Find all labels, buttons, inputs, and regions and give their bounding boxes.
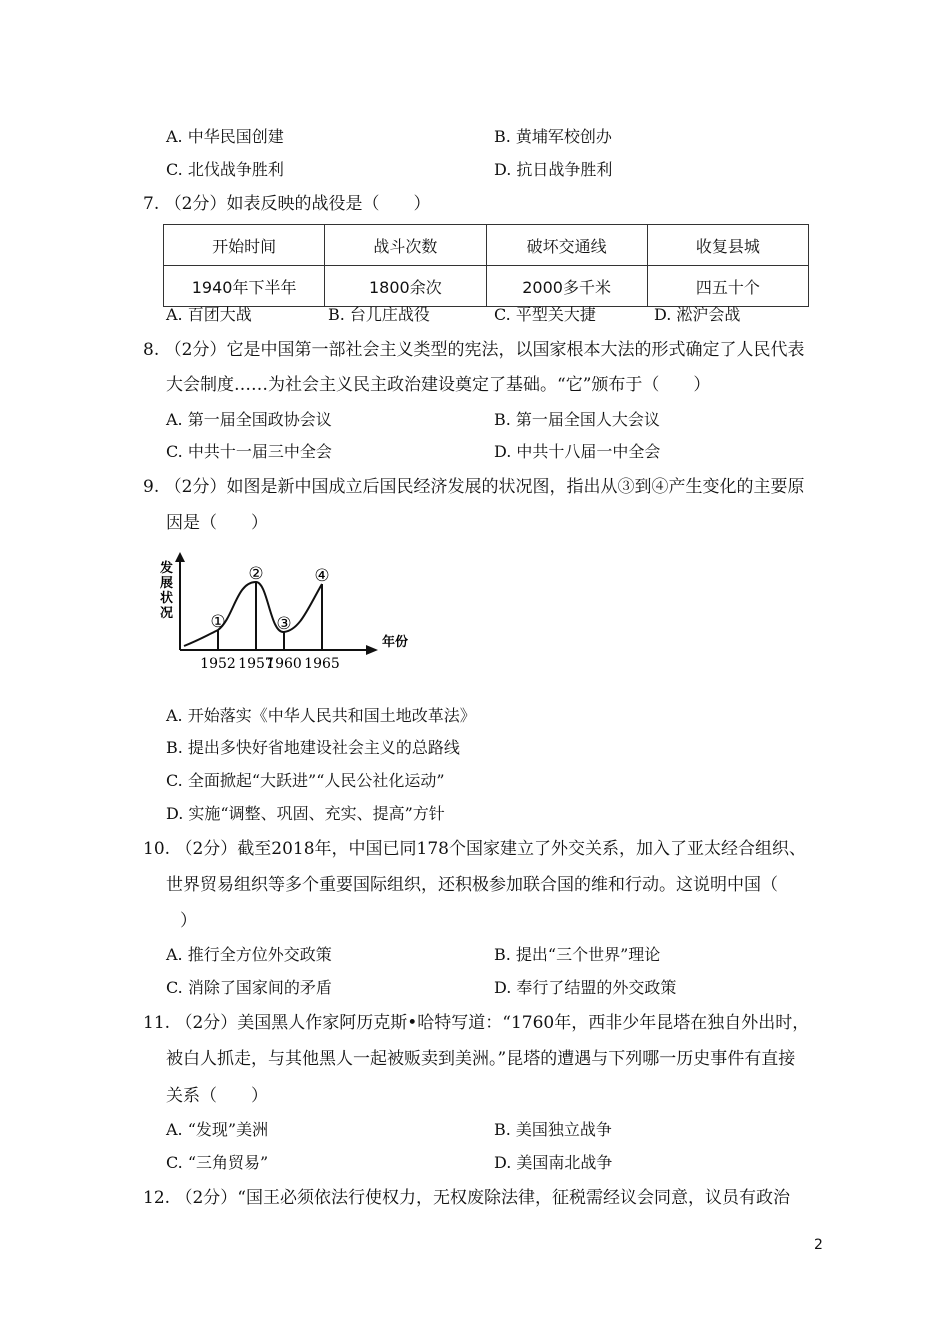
- q7-option-b[interactable]: B. 台儿庄战役: [328, 305, 430, 324]
- q11-stem-line-2: 被白人抓走，与其他黑人一起被贩卖到美洲。”昆塔的遭遇与下列哪一历史事件有直接: [166, 1049, 796, 1069]
- table-row: [164, 266, 809, 307]
- x-tick-label: 1965: [304, 656, 340, 672]
- q11-option-d[interactable]: D. 美国南北战争: [494, 1153, 613, 1172]
- q10-stem-line-1: 10. （2分）截至2018年，中国已同178个国家建立了外交关系，加入了亚太经合组织、: [143, 839, 806, 859]
- economy-development-chart: [160, 550, 420, 675]
- q8-option-c[interactable]: C. 中共十一届三中全会: [166, 442, 332, 461]
- x-tick-label: 1952: [200, 656, 236, 672]
- q11-stem-line-3: 关系（ ）: [166, 1086, 268, 1106]
- q11-option-a[interactable]: A. “发现”美洲: [166, 1120, 269, 1139]
- q10-option-c[interactable]: C. 消除了国家间的矛盾: [166, 978, 332, 997]
- q10-stem-line-3: ）: [180, 911, 197, 931]
- q9-option-b[interactable]: B. 提出多快好省地建设社会主义的总路线: [166, 738, 460, 757]
- point-label: ③: [276, 614, 292, 634]
- q9-stem-line-1: 9. （2分）如图是新中国成立后国民经济发展的状况图，指出从③到④产生变化的主要原: [143, 477, 805, 497]
- point-label: ②: [248, 564, 264, 584]
- q8-option-a[interactable]: A. 第一届全国政协会议: [166, 410, 332, 429]
- q9-option-d[interactable]: D. 实施“调整、巩固、充实、提高”方针: [166, 804, 445, 823]
- q10-option-b[interactable]: B. 提出“三个世界”理论: [494, 945, 661, 964]
- table-header-row: [164, 225, 809, 266]
- q6-option-a[interactable]: A. 中华民国创建: [166, 127, 284, 146]
- table-header-cell: 开始时间: [164, 225, 325, 266]
- development-series-line: [184, 582, 322, 646]
- q11-stem-line-1: 11. （2分）美国黑人作家阿历克斯•哈特写道：“1760年，西非少年昆塔在独自外出时，: [143, 1013, 810, 1033]
- q10-option-d[interactable]: D. 奉行了结盟的外交政策: [494, 978, 677, 997]
- q9-option-a[interactable]: A. 开始落实《中华人民共和国土地改革法》: [166, 706, 476, 725]
- q8-option-d[interactable]: D. 中共十八届一中全会: [494, 442, 661, 461]
- q11-option-c[interactable]: C. “三角贸易”: [166, 1153, 269, 1172]
- q8-stem-line-1: 8. （2分）它是中国第一部社会主义类型的宪法，以国家根本大法的形式确定了人民代表: [143, 340, 805, 360]
- table-header-cell: 收复县城: [647, 225, 808, 266]
- x-axis-label: 年份: [382, 635, 409, 650]
- q11-option-b[interactable]: B. 美国独立战争: [494, 1120, 612, 1139]
- x-tick-label: 1960: [266, 656, 302, 672]
- table-cell: 1940年下半年: [164, 266, 325, 307]
- y-axis-label: 发展状况: [160, 561, 174, 621]
- table-header-cell: 破坏交通线: [486, 225, 647, 266]
- q12-stem-line-1: 12. （2分）“国王必须依法行使权力，无权废除法律，征税需经议会同意，议员有政治: [143, 1188, 790, 1208]
- q8-option-b[interactable]: B. 第一届全国人大会议: [494, 410, 660, 429]
- q10-option-a[interactable]: A. 推行全方位外交政策: [166, 945, 332, 964]
- y-axis-arrow: [175, 552, 185, 562]
- q7-stem: 7. （2分）如表反映的战役是（ ）: [143, 194, 431, 214]
- point-label: ①: [210, 612, 226, 632]
- q8-stem-line-2: 大会制度……为社会主义民主政治建设奠定了基础。“它”颁布于（ ）: [166, 375, 711, 395]
- q7-option-d[interactable]: D. 淞沪会战: [654, 305, 741, 324]
- q6-option-c[interactable]: C. 北伐战争胜利: [166, 160, 284, 179]
- table-cell: 1800余次: [325, 266, 486, 307]
- q9-stem-line-2: 因是（ ）: [166, 513, 268, 533]
- q7-option-a[interactable]: A. 百团大战: [166, 305, 252, 324]
- q10-stem-line-2: 世界贸易组织等多个重要国际组织，还积极参加联合国的维和行动。这说明中国（: [166, 875, 778, 895]
- q9-option-c[interactable]: C. 全面掀起“大跃进”“人民公社化运动”: [166, 771, 445, 790]
- page-number: 2: [814, 1237, 823, 1253]
- table-cell: 2000多千米: [486, 266, 647, 307]
- q7-table: [163, 224, 809, 307]
- point-label: ④: [314, 566, 330, 586]
- x-tick-label: 1957: [238, 656, 274, 672]
- table-header-cell: 战斗次数: [325, 225, 486, 266]
- x-axis-arrow: [366, 645, 378, 655]
- q6-option-b[interactable]: B. 黄埔军校创办: [494, 127, 612, 146]
- table-cell: 四五十个: [647, 266, 808, 307]
- q6-option-d[interactable]: D. 抗日战争胜利: [494, 160, 613, 179]
- q7-option-c[interactable]: C. 平型关大捷: [494, 305, 596, 324]
